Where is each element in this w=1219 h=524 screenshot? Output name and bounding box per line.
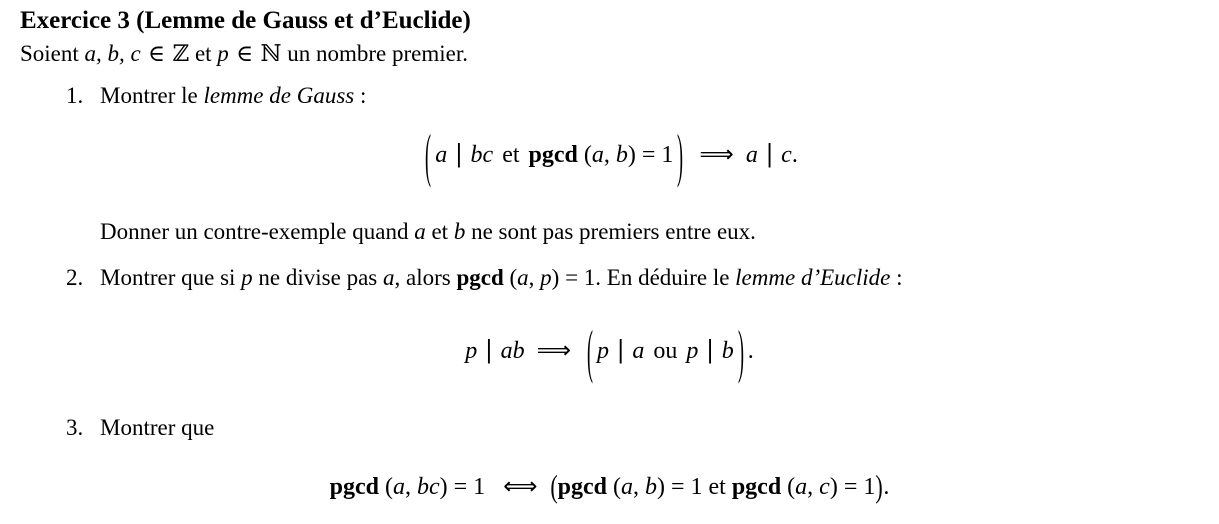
pgcd-operator: pgcd (329, 473, 379, 500)
text-run: ) = 1 et (656, 473, 732, 500)
math-var: a, b, c (84, 41, 141, 66)
right-paren: ) (875, 471, 884, 506)
item-2 (20, 263, 1199, 293)
big-right-paren: ) (677, 126, 684, 190)
text-run: ( (781, 473, 796, 500)
math-var: b (615, 142, 628, 168)
in-integers-symbol: ∈ ℤ (140, 41, 190, 67)
math-var: a (795, 473, 808, 500)
text-run: Montrer le (100, 83, 204, 108)
text-run: ) = 1 (439, 473, 492, 500)
math-var: p (597, 337, 610, 364)
exercise-title: Exercice 3 (Lemme de Gauss et d’Euclide) (20, 7, 471, 34)
divides-symbol: | (477, 335, 501, 364)
lemma-name: lemme d’Euclide (735, 264, 891, 290)
text-run: ) = 1 (627, 142, 674, 168)
iff-arrow: ⟺ (503, 471, 538, 500)
pgcd-operator: pgcd (557, 473, 607, 500)
formula-coprime-product (20, 471, 1199, 506)
math-var: p (686, 337, 699, 364)
intro-line (20, 39, 1199, 69)
big-left-paren: ( (425, 126, 432, 190)
math-var: b (721, 337, 734, 364)
item-3 (20, 413, 1199, 443)
math-var: ab (500, 337, 525, 364)
math-var: p (540, 264, 552, 290)
big-left-paren: ( (587, 321, 594, 386)
text-run: ne divise pas (252, 264, 383, 290)
text-run: Soient (20, 41, 85, 66)
item-1 (20, 81, 1199, 111)
math-var: bc (470, 142, 494, 168)
text-run: et (189, 41, 218, 66)
math-var: p (217, 41, 229, 66)
text-run: , (807, 473, 820, 500)
text-run: , (528, 264, 541, 290)
divides-symbol: | (447, 140, 471, 168)
math-var: p (465, 337, 478, 364)
pgcd-operator: pgcd (456, 264, 504, 290)
math-var: c (781, 142, 792, 168)
math-var: a (435, 142, 448, 168)
text-run: Donner un contre-exemple quand (100, 218, 415, 244)
math-var: a (393, 473, 405, 500)
text-run: ) = 1. En déduire le (551, 264, 736, 290)
text-run: ( (577, 142, 592, 168)
implies-arrow: ⟹ (699, 140, 734, 168)
math-var: a (591, 142, 604, 168)
text-run: ( (503, 264, 518, 290)
in-naturals-symbol: ∈ ℕ (228, 41, 282, 67)
pgcd-operator: pgcd (528, 142, 578, 168)
implies-arrow: ⟹ (536, 335, 572, 364)
item-number: 2. (66, 264, 84, 290)
formula-gauss-lemma (20, 126, 1199, 190)
math-var: a (620, 473, 633, 500)
text-run: et (502, 142, 520, 168)
text-run: un nombre premier. (281, 41, 468, 66)
text-run: et (425, 218, 454, 244)
text-run: . (747, 337, 754, 364)
divides-symbol: | (757, 140, 782, 168)
math-var: c (819, 473, 830, 500)
left-paren: ( (549, 471, 558, 506)
math-var: p (241, 264, 253, 290)
text-run: Montrer que (100, 414, 215, 440)
text-run: Montrer que si (100, 264, 242, 290)
text-run: . (791, 142, 798, 168)
math-var: a (632, 337, 645, 364)
pgcd-operator: pgcd (731, 473, 782, 500)
math-var: b (644, 473, 657, 500)
counterexample-note (100, 217, 1199, 247)
text-run: ( (606, 473, 621, 500)
text-run: : (890, 264, 903, 290)
text-run: ne sont pas premiers entre eux. (465, 218, 756, 244)
text-run: : (354, 83, 367, 108)
text-run: ou (653, 337, 678, 364)
math-var: b (453, 218, 466, 244)
formula-euclid-lemma (20, 321, 1199, 386)
divides-symbol: | (698, 335, 722, 364)
text-run: ( (379, 473, 393, 500)
text-run: , alors (394, 264, 457, 290)
math-var: a (414, 218, 426, 244)
divides-symbol: | (609, 335, 633, 364)
item-number: 3. (66, 414, 84, 440)
text-run: ) = 1 (829, 473, 876, 500)
text-run: , (603, 142, 616, 168)
math-var: a (517, 264, 529, 290)
text-run: , (632, 473, 645, 500)
text-run: . (883, 473, 890, 500)
lemma-name: lemme de Gauss (203, 83, 355, 108)
math-var: a (745, 142, 758, 168)
math-var: bc (417, 473, 440, 500)
big-right-paren: ) (737, 321, 744, 386)
text-run: , (405, 473, 417, 500)
math-var: a (382, 264, 395, 290)
item-number: 1. (66, 83, 84, 108)
